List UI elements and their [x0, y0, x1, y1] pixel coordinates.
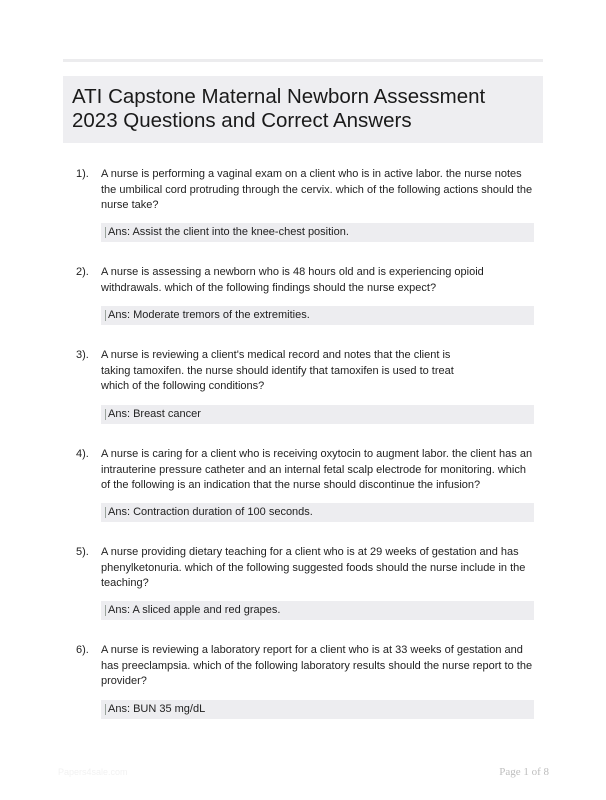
title-banner: [63, 76, 543, 143]
answer-box: Ans: Breast cancer: [101, 405, 534, 424]
title-line-1: ATI Capstone Maternal Newborn Assessment: [72, 85, 486, 108]
question-number: 5).: [76, 546, 89, 558]
question-item: [76, 167, 538, 214]
question-number: 4).: [76, 448, 89, 460]
answer-box: Ans: Assist the client into the knee-chest position.: [101, 223, 534, 242]
question-item: [76, 265, 538, 296]
answer-box: Ans: Moderate tremors of the extremities.: [101, 306, 534, 325]
question-item: [76, 643, 538, 690]
question-number: 1).: [76, 168, 89, 180]
document-title: [72, 85, 533, 133]
answer-box: Ans: BUN 35 mg/dL: [101, 700, 534, 719]
question-text: A nurse is reviewing a laboratory report for a client who is at 33 weeks of gestation and has preeclampsia. which of the following laboratory results should the nurse report to the provider?: [101, 644, 533, 687]
answer-box: Ans: Contraction duration of 100 seconds.: [101, 503, 534, 522]
footer-watermark: Papers4sale.com: [58, 767, 128, 777]
page-indicator: Page 1 of 8: [499, 766, 549, 778]
question-text: A nurse is reviewing a client's medical record and notes that the client is taking tamoxifen. the nurse should identify that tamoxifen is used to treat which of the following conditions?: [101, 349, 454, 392]
question-item: [76, 447, 538, 494]
question-item: [76, 348, 538, 395]
question-number: 6).: [76, 644, 89, 656]
answer-box: Ans: A sliced apple and red grapes.: [101, 601, 534, 620]
question-text: A nurse providing dietary teaching for a client who is at 29 weeks of gestation and has phenylketonuria. which of the following suggested foods should the nurse include in the teaching?: [101, 546, 526, 589]
question-number: 2).: [76, 266, 89, 278]
title-line-2: 2023 Questions and Correct Answers: [72, 109, 412, 132]
question-text: A nurse is performing a vaginal exam on a client who is in active labor. the nurse notes the umbilical cord protruding through the cervix. which of the following actions should the nurse take?: [101, 168, 533, 211]
question-text: A nurse is assessing a newborn who is 48 hours old and is experiencing opioid withdrawals. which of the following findings should the nurse expect?: [101, 266, 484, 294]
question-number: 3).: [76, 349, 89, 361]
question-text: A nurse is caring for a client who is receiving oxytocin to augment labor. the client has an intrauterine pressure catheter and an internal fetal scalp electrode for monitoring. which of the following is an indication that the nurse should discontinue the infusion?: [101, 448, 533, 491]
question-item: [76, 545, 538, 592]
top-divider: [63, 59, 543, 62]
